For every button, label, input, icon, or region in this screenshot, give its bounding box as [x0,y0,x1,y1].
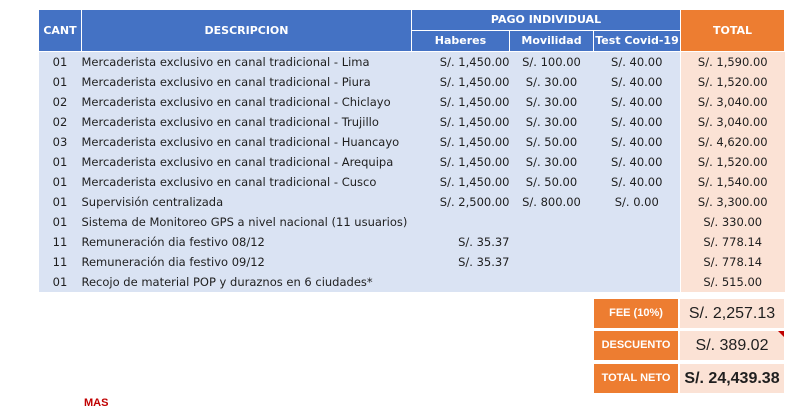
cell-test-covid[interactable] [594,252,681,272]
cell-test-covid[interactable]: S/. 0.00 [594,192,681,212]
cell-cant[interactable]: 01 [39,152,82,172]
table-row [39,132,785,152]
cell-descripcion[interactable]: Recojo de material POP y duraznos en 6 ciudades* [82,272,412,292]
cell-cant[interactable]: 11 [39,232,82,252]
cell-total[interactable]: S/. 1,590.00 [681,52,785,73]
header-cant[interactable]: CANT [39,10,82,52]
header-pago-individual[interactable]: PAGO INDIVIDUAL [412,10,681,31]
cell-descripcion[interactable]: Mercaderista exclusivo en canal tradicional - Lima [82,52,412,73]
cell-total[interactable]: S/. 3,300.00 [681,192,785,212]
comment-indicator-icon[interactable] [778,331,784,337]
cell-test-covid[interactable]: S/. 40.00 [594,152,681,172]
cell-test-covid[interactable]: S/. 40.00 [594,112,681,132]
cell-total[interactable]: S/. 1,540.00 [681,172,785,192]
cell-descripcion[interactable]: Supervisión centralizada [82,192,412,212]
cell-haberes[interactable]: S/. 35.37 [412,232,510,252]
table-row [39,72,785,92]
cell-cant[interactable]: 01 [39,192,82,212]
cell-test-covid[interactable]: S/. 40.00 [594,172,681,192]
cell-total[interactable]: S/. 4,620.00 [681,132,785,152]
cell-movilidad[interactable]: S/. 30.00 [510,72,594,92]
cell-haberes[interactable]: S/. 2,500.00 [412,192,510,212]
cell-haberes[interactable]: S/. 35.37 [412,252,510,272]
fee-value[interactable]: S/. 2,257.13 [680,299,784,328]
cell-cant[interactable]: 01 [39,72,82,92]
cell-descripcion[interactable]: Mercaderista exclusivo en canal tradicional - Huancayo [82,132,412,152]
cell-test-covid[interactable]: S/. 40.00 [594,52,681,73]
table-row [39,172,785,192]
cell-descripcion[interactable]: Mercaderista exclusivo en canal tradicional - Cusco [82,172,412,192]
cell-cant[interactable]: 01 [39,172,82,192]
table-row [39,112,785,132]
cell-movilidad[interactable]: S/. 30.00 [510,92,594,112]
fee-label[interactable]: FEE (10%) [594,299,678,328]
cell-total[interactable]: S/. 3,040.00 [681,92,785,112]
cell-cant[interactable]: 02 [39,92,82,112]
cell-test-covid[interactable] [594,212,681,232]
cell-total[interactable]: S/. 515.00 [681,272,785,292]
cell-movilidad[interactable]: S/. 800.00 [510,192,594,212]
cell-haberes[interactable] [412,212,510,232]
cell-total[interactable]: S/. 778.14 [681,232,785,252]
total-neto-label[interactable]: TOTAL NETO [594,364,678,393]
table-row [39,92,785,112]
cell-movilidad[interactable]: S/. 50.00 [510,172,594,192]
header-total[interactable]: TOTAL [681,10,785,52]
descuento-label[interactable]: DESCUENTO [594,331,678,360]
cell-haberes[interactable] [412,272,510,292]
cell-total[interactable]: S/. 778.14 [681,252,785,272]
table-row [39,252,785,272]
cell-descripcion[interactable]: Sistema de Monitoreo GPS a nivel nacional (11 usuarios) [82,212,412,232]
cell-haberes[interactable]: S/. 1,450.00 [412,172,510,192]
cell-haberes[interactable]: S/. 1,450.00 [412,92,510,112]
cell-movilidad[interactable] [510,252,594,272]
cell-total[interactable]: S/. 330.00 [681,212,785,232]
header-movilidad[interactable]: Movilidad [510,31,594,52]
cell-movilidad[interactable]: S/. 50.00 [510,132,594,152]
cell-total[interactable]: S/. 1,520.00 [681,72,785,92]
header-haberes[interactable]: Haberes [412,31,510,52]
cell-descripcion[interactable]: Remuneración dia festivo 09/12 [82,252,412,272]
header-test-covid[interactable]: Test Covid-19 [594,31,681,52]
cell-movilidad[interactable] [510,272,594,292]
cell-cant[interactable]: 01 [39,272,82,292]
table-row [39,192,785,212]
bottom-note[interactable]: MAS [84,397,109,409]
table-row [39,152,785,172]
cell-haberes[interactable]: S/. 1,450.00 [412,152,510,172]
cell-descripcion[interactable]: Remuneración dia festivo 08/12 [82,232,412,252]
table-row [39,212,785,232]
cell-descripcion[interactable]: Mercaderista exclusivo en canal tradicional - Piura [82,72,412,92]
cell-movilidad[interactable] [510,232,594,252]
cell-cant[interactable]: 02 [39,112,82,132]
cell-movilidad[interactable]: S/. 30.00 [510,112,594,132]
cell-total[interactable]: S/. 1,520.00 [681,152,785,172]
cell-descripcion[interactable]: Mercaderista exclusivo en canal tradicional - Trujillo [82,112,412,132]
cell-descripcion[interactable]: Mercaderista exclusivo en canal tradicional - Arequipa [82,152,412,172]
total-neto-value[interactable]: S/. 24,439.38 [680,364,784,393]
table-row [39,272,785,292]
cell-cant[interactable]: 01 [39,212,82,232]
cell-test-covid[interactable]: S/. 40.00 [594,72,681,92]
cell-movilidad[interactable] [510,212,594,232]
cell-movilidad[interactable]: S/. 30.00 [510,152,594,172]
cell-haberes[interactable]: S/. 1,450.00 [412,72,510,92]
cell-test-covid[interactable]: S/. 40.00 [594,132,681,152]
cell-total[interactable]: S/. 3,040.00 [681,112,785,132]
cell-cant[interactable]: 01 [39,52,82,73]
cell-movilidad[interactable]: S/. 100.00 [510,52,594,73]
cell-test-covid[interactable] [594,232,681,252]
cell-haberes[interactable]: S/. 1,450.00 [412,132,510,152]
cell-cant[interactable]: 03 [39,132,82,152]
cell-haberes[interactable]: S/. 1,450.00 [412,52,510,73]
header-descripcion[interactable]: DESCRIPCION [82,10,412,52]
descuento-value[interactable]: S/. 389.02 [680,331,784,360]
quote-table [38,9,785,292]
cell-descripcion[interactable]: Mercaderista exclusivo en canal tradicional - Chiclayo [82,92,412,112]
cell-cant[interactable]: 11 [39,252,82,272]
cell-haberes[interactable]: S/. 1,450.00 [412,112,510,132]
table-row [39,232,785,252]
cell-test-covid[interactable]: S/. 40.00 [594,92,681,112]
table-row [39,52,785,73]
cell-test-covid[interactable] [594,272,681,292]
